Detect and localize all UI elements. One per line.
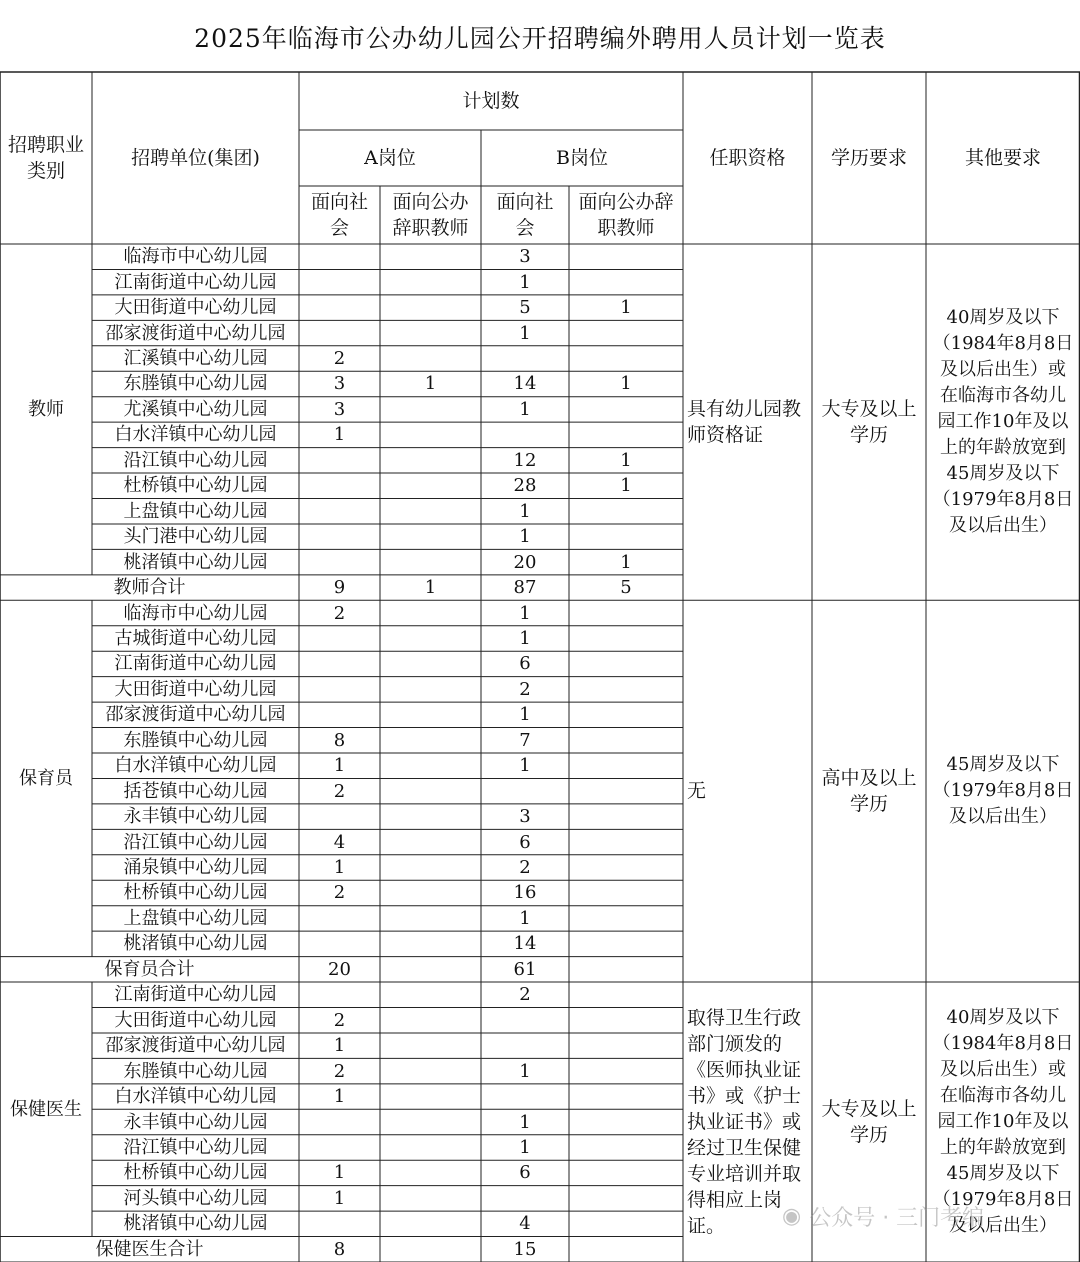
unit-name: 汇溪镇中心幼儿园 <box>123 348 268 370</box>
unit-name: 大田街道中心幼儿园 <box>114 678 277 700</box>
plan-count-b1: 20 <box>513 551 537 573</box>
header-b-society: 面向社会 <box>496 191 554 239</box>
plan-count-a2: 1 <box>424 373 437 395</box>
plan-count-a2 <box>380 1109 481 1134</box>
unit-name: 河头镇中心幼儿园 <box>123 1187 268 1209</box>
plan-count-a1 <box>299 320 380 345</box>
plan-count-b2 <box>569 524 683 549</box>
watermark <box>782 1198 1062 1234</box>
header-b-post: B岗位 <box>556 147 608 169</box>
unit-name: 白水洋镇中心幼儿园 <box>114 1086 277 1108</box>
plan-count-a2 <box>380 1008 481 1033</box>
plan-count-a1: 3 <box>333 398 346 420</box>
other-requirements-text: 40周岁及以下（1984年8月8日及以后出生）或在临海市各幼儿园工作10年及以上的年龄放宽到45周岁及以下（1979年8月8日及以后出生） <box>932 307 1074 537</box>
plan-count-b1: 4 <box>519 1213 531 1235</box>
plan-count-b2 <box>569 651 683 676</box>
plan-count-b1 <box>481 422 569 447</box>
header-qualification: 任职资格 <box>709 147 786 169</box>
plan-count-b1: 2 <box>519 678 531 700</box>
unit-name: 桃渚镇中心幼儿园 <box>123 551 268 573</box>
category-label: 教师 <box>28 398 64 420</box>
plan-count-b1: 1 <box>519 907 531 929</box>
unit-name: 沿江镇中心幼儿园 <box>123 449 268 471</box>
plan-count-b2: 1 <box>620 475 632 497</box>
plan-count-b1: 16 <box>513 882 537 904</box>
unit-name: 白水洋镇中心幼儿园 <box>114 755 277 777</box>
education-text: 高中及以上学历 <box>821 767 917 816</box>
plan-count-a1 <box>299 269 380 294</box>
plan-count-a1 <box>299 244 380 269</box>
total-count-a2 <box>380 1237 481 1262</box>
plan-count-b2 <box>569 778 683 803</box>
plan-count-a1: 1 <box>333 1162 346 1184</box>
plan-count-b1: 1 <box>519 1136 531 1158</box>
unit-name: 大田街道中心幼儿园 <box>114 1009 277 1031</box>
total-count-a2: 1 <box>424 577 437 599</box>
plan-count-b1 <box>481 346 569 371</box>
unit-name: 桃渚镇中心幼儿园 <box>123 1213 268 1235</box>
plan-count-a1: 3 <box>333 373 346 395</box>
plan-count-a1 <box>299 804 380 829</box>
unit-name: 桃渚镇中心幼儿园 <box>123 933 268 955</box>
plan-count-a1: 1 <box>333 424 346 446</box>
total-count-b1: 87 <box>513 577 537 599</box>
plan-count-b1: 3 <box>519 246 531 268</box>
unit-name: 尤溪镇中心幼儿园 <box>123 398 268 420</box>
plan-count-a2 <box>380 524 481 549</box>
header-plan: 计划数 <box>462 90 520 112</box>
header-unit: 招聘单位(集团) <box>131 147 260 169</box>
plan-count-a1 <box>299 677 380 702</box>
plan-count-b2 <box>569 880 683 905</box>
plan-count-a2 <box>380 320 481 345</box>
plan-count-a1: 1 <box>333 857 346 879</box>
plan-count-a2 <box>380 906 481 931</box>
plan-count-a1: 1 <box>333 1086 346 1108</box>
plan-count-a2 <box>380 295 481 320</box>
header-a-society: 面向社会 <box>310 191 368 239</box>
plan-count-b2 <box>569 499 683 524</box>
unit-name: 沿江镇中心幼儿园 <box>123 1136 268 1158</box>
unit-name: 江南街道中心幼儿园 <box>114 984 277 1006</box>
total-count-b2: 5 <box>620 577 632 599</box>
unit-name: 东塍镇中心幼儿园 <box>123 729 268 751</box>
plan-count-b2 <box>569 1058 683 1083</box>
plan-count-b1: 6 <box>519 1162 531 1184</box>
plan-count-a1 <box>299 499 380 524</box>
total-count-b1: 15 <box>513 1238 537 1260</box>
unit-name: 上盘镇中心幼儿园 <box>123 907 268 929</box>
watermark-text: 公众号 · 三门考编 <box>809 1205 985 1231</box>
plan-count-a1 <box>299 1109 380 1134</box>
plan-count-b1: 3 <box>519 806 531 828</box>
plan-count-a1 <box>299 651 380 676</box>
section-total-label: 保育员合计 <box>104 958 195 980</box>
plan-count-a1: 1 <box>333 755 346 777</box>
plan-count-b1: 1 <box>519 704 531 726</box>
plan-count-b2 <box>569 397 683 422</box>
plan-count-a2 <box>380 728 481 753</box>
plan-count-b1: 2 <box>519 857 531 879</box>
plan-count-a2 <box>380 931 481 956</box>
plan-count-a1: 1 <box>333 1035 346 1057</box>
plan-count-a1: 2 <box>333 602 346 624</box>
plan-count-b1: 1 <box>519 755 531 777</box>
plan-count-b1: 28 <box>513 475 537 497</box>
plan-count-a2 <box>380 804 481 829</box>
unit-name: 白水洋镇中心幼儿园 <box>114 424 277 446</box>
plan-count-b2 <box>569 1211 683 1236</box>
plan-count-b1: 1 <box>519 271 531 293</box>
plan-count-b1 <box>481 1084 569 1109</box>
plan-count-b2 <box>569 1084 683 1109</box>
unit-name: 邵家渡街道中心幼儿园 <box>105 1035 286 1057</box>
plan-count-a1 <box>299 626 380 651</box>
plan-count-b1: 1 <box>519 627 531 649</box>
unit-name: 括苍镇中心幼儿园 <box>123 780 268 802</box>
plan-count-b1: 7 <box>519 729 531 751</box>
plan-count-b1: 1 <box>519 1060 531 1082</box>
unit-name: 邵家渡街道中心幼儿园 <box>105 704 286 726</box>
plan-count-a1: 2 <box>333 1060 346 1082</box>
plan-count-b1: 1 <box>519 500 531 522</box>
total-count-a1: 9 <box>333 577 346 599</box>
plan-count-a1: 1 <box>333 1187 346 1209</box>
plan-count-a1: 4 <box>333 831 346 853</box>
plan-count-b2 <box>569 1160 683 1185</box>
plan-count-a1: 8 <box>333 729 346 751</box>
plan-count-a1 <box>299 448 380 473</box>
unit-name: 临海市中心幼儿园 <box>123 246 268 268</box>
plan-count-b2 <box>569 829 683 854</box>
total-count-a2 <box>380 957 481 982</box>
unit-name: 涌泉镇中心幼儿园 <box>123 857 268 879</box>
plan-count-a2 <box>380 651 481 676</box>
plan-count-a1: 2 <box>333 882 346 904</box>
section-total-label: 教师合计 <box>113 577 186 599</box>
plan-count-b1: 5 <box>519 297 531 319</box>
plan-count-a2 <box>380 702 481 727</box>
total-count-b1: 61 <box>513 958 537 980</box>
plan-count-b1: 6 <box>519 831 531 853</box>
total-count-a1: 8 <box>333 1238 346 1260</box>
other-requirements-text: 40周岁及以下（1984年8月8日及以后出生）或在临海市各幼儿园工作10年及以上的年龄放宽到45周岁及以下（1979年8月8日及以后出生） <box>932 1007 1074 1237</box>
plan-count-a2 <box>380 1084 481 1109</box>
plan-count-a1 <box>299 702 380 727</box>
unit-name: 江南街道中心幼儿园 <box>114 653 277 675</box>
plan-count-a1: 2 <box>333 780 346 802</box>
unit-name: 江南街道中心幼儿园 <box>114 271 277 293</box>
plan-count-a2 <box>380 346 481 371</box>
plan-count-a2 <box>380 753 481 778</box>
category-label: 保育员 <box>19 767 73 789</box>
plan-count-a2 <box>380 1186 481 1211</box>
education-text: 大专及以上学历 <box>821 1098 917 1147</box>
wechat-icon: ◉ <box>782 1203 802 1229</box>
plan-count-b2: 1 <box>620 297 632 319</box>
plan-count-b1: 1 <box>519 398 531 420</box>
plan-count-a2 <box>380 1211 481 1236</box>
plan-count-a1 <box>299 295 380 320</box>
header-other: 其他要求 <box>964 147 1041 169</box>
qualification-text: 无 <box>687 780 707 803</box>
plan-count-b2 <box>569 906 683 931</box>
plan-count-a2 <box>380 855 481 880</box>
plan-count-b2 <box>569 1186 683 1211</box>
plan-count-a2 <box>380 677 481 702</box>
unit-name: 永丰镇中心幼儿园 <box>123 806 268 828</box>
plan-count-a1 <box>299 931 380 956</box>
plan-count-a2 <box>380 626 481 651</box>
plan-count-a2 <box>380 448 481 473</box>
unit-name: 头门港中心幼儿园 <box>123 526 268 548</box>
plan-count-a2 <box>380 982 481 1007</box>
total-count-b2 <box>569 1237 683 1262</box>
plan-count-b2 <box>569 1109 683 1134</box>
unit-name: 大田街道中心幼儿园 <box>114 297 277 319</box>
plan-count-b2 <box>569 269 683 294</box>
plan-count-a2 <box>380 422 481 447</box>
header-education: 学历要求 <box>830 147 907 169</box>
plan-count-a1 <box>299 906 380 931</box>
unit-name: 永丰镇中心幼儿园 <box>123 1111 268 1133</box>
plan-count-b2 <box>569 626 683 651</box>
plan-count-b1: 12 <box>513 449 537 471</box>
unit-name: 上盘镇中心幼儿园 <box>123 500 268 522</box>
page-title: 2025年临海市公办幼儿园公开招聘编外聘用人员计划一览表 <box>194 24 886 53</box>
unit-name: 邵家渡街道中心幼儿园 <box>105 322 286 344</box>
plan-count-b1: 1 <box>519 1111 531 1133</box>
plan-count-b2: 1 <box>620 551 632 573</box>
plan-count-a2 <box>380 778 481 803</box>
plan-count-a2 <box>380 829 481 854</box>
section-total-label: 保健医生合计 <box>95 1238 204 1260</box>
plan-count-b1: 1 <box>519 526 531 548</box>
plan-count-b2 <box>569 753 683 778</box>
header-b-resigned: 面向公办辞职教师 <box>578 191 674 239</box>
total-count-b2 <box>569 957 683 982</box>
plan-count-b2 <box>569 931 683 956</box>
total-count-a1: 20 <box>328 958 351 980</box>
plan-count-a2 <box>380 269 481 294</box>
plan-count-a2 <box>380 549 481 574</box>
header-category: 招聘职业类别 <box>7 134 84 182</box>
unit-name: 东塍镇中心幼儿园 <box>123 373 268 395</box>
plan-count-b2 <box>569 804 683 829</box>
plan-count-b2 <box>569 677 683 702</box>
plan-count-a1 <box>299 1211 380 1236</box>
plan-count-a2 <box>380 1160 481 1185</box>
unit-name: 杜桥镇中心幼儿园 <box>123 1162 268 1184</box>
plan-count-b2 <box>569 346 683 371</box>
plan-count-a1 <box>299 473 380 498</box>
plan-count-b2 <box>569 422 683 447</box>
plan-count-a2 <box>380 473 481 498</box>
plan-count-a2 <box>380 397 481 422</box>
plan-count-b1 <box>481 1008 569 1033</box>
unit-name: 杜桥镇中心幼儿园 <box>123 882 268 904</box>
plan-count-a2 <box>380 499 481 524</box>
category-label: 保健医生 <box>10 1098 82 1120</box>
unit-name: 杜桥镇中心幼儿园 <box>123 475 268 497</box>
plan-count-a1 <box>299 982 380 1007</box>
plan-count-b2 <box>569 982 683 1007</box>
plan-count-a2 <box>380 1058 481 1083</box>
plan-count-b2 <box>569 1135 683 1160</box>
plan-count-a1: 2 <box>333 1009 346 1031</box>
plan-count-a1 <box>299 524 380 549</box>
plan-count-b2 <box>569 320 683 345</box>
plan-count-b1: 1 <box>519 322 531 344</box>
other-requirements-text: 45周岁及以下（1979年8月8日及以后出生） <box>932 754 1074 828</box>
education-text: 大专及以上学历 <box>821 398 917 447</box>
plan-count-b2: 1 <box>620 449 632 471</box>
qualification-text: 取得卫生行政部门颁发的《医师执业证书》或《护士执业证书》或经过卫生保健专业培训并取得相应上岗证。 <box>687 1007 802 1238</box>
plan-count-b1 <box>481 778 569 803</box>
plan-count-a2 <box>380 600 481 625</box>
plan-count-b1: 6 <box>519 653 531 675</box>
plan-count-a2 <box>380 1135 481 1160</box>
plan-count-b2 <box>569 855 683 880</box>
plan-count-a1 <box>299 1135 380 1160</box>
plan-count-b1: 14 <box>513 933 537 955</box>
unit-name: 古城街道中心幼儿园 <box>114 627 277 649</box>
plan-count-b1: 1 <box>519 602 531 624</box>
unit-name: 沿江镇中心幼儿园 <box>123 831 268 853</box>
plan-count-b2 <box>569 244 683 269</box>
plan-count-b2 <box>569 600 683 625</box>
plan-count-b1 <box>481 1186 569 1211</box>
plan-count-b2 <box>569 1008 683 1033</box>
plan-count-a2 <box>380 244 481 269</box>
plan-count-a1 <box>299 549 380 574</box>
plan-count-a2 <box>380 880 481 905</box>
plan-count-b2: 1 <box>620 373 632 395</box>
header-a-resigned: 面向公办辞职教师 <box>392 191 469 239</box>
plan-count-b1 <box>481 1033 569 1058</box>
header-a-post: A岗位 <box>364 147 416 169</box>
plan-count-b2 <box>569 728 683 753</box>
plan-count-b2 <box>569 702 683 727</box>
plan-count-b1: 14 <box>513 373 537 395</box>
plan-count-b1: 2 <box>519 984 531 1006</box>
plan-count-b2 <box>569 1033 683 1058</box>
unit-name: 东塍镇中心幼儿园 <box>123 1060 268 1082</box>
plan-count-a2 <box>380 1033 481 1058</box>
qualification-text: 具有幼儿园教师资格证 <box>687 398 802 447</box>
plan-count-a1: 2 <box>333 348 346 370</box>
unit-name: 临海市中心幼儿园 <box>123 602 268 624</box>
